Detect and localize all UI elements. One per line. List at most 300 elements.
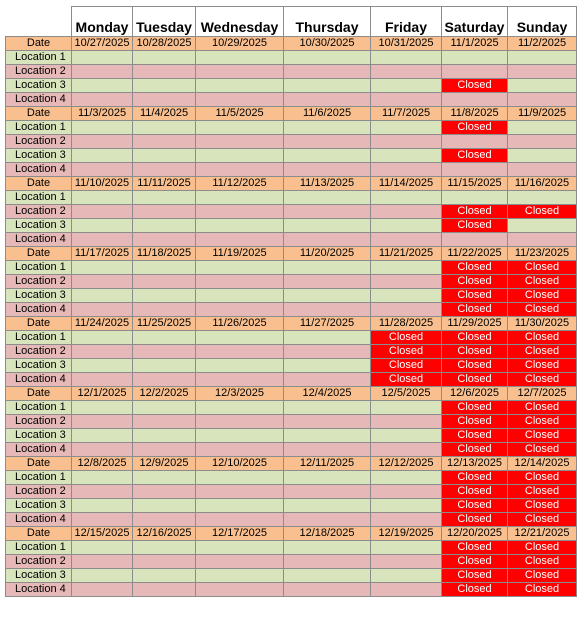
schedule-cell (72, 205, 133, 219)
schedule-cell (371, 513, 442, 527)
location-label-cell: Location 1 (6, 121, 72, 135)
schedule-cell (508, 93, 577, 107)
closed-cell: Closed (442, 219, 508, 233)
schedule-cell (284, 135, 371, 149)
schedule-cell (133, 51, 196, 65)
schedule-cell (133, 121, 196, 135)
schedule-cell (72, 51, 133, 65)
date-row (6, 457, 577, 471)
schedule-cell (284, 205, 371, 219)
date-cell: 10/31/2025 (371, 37, 442, 51)
date-cell: 12/16/2025 (133, 527, 196, 541)
schedule-cell (72, 373, 133, 387)
schedule-cell (196, 275, 284, 289)
schedule-cell (284, 513, 371, 527)
date-cell: 11/5/2025 (196, 107, 284, 121)
location-row (6, 79, 577, 93)
location-label-cell: Location 2 (6, 485, 72, 499)
schedule-cell (371, 205, 442, 219)
schedule-cell (196, 261, 284, 275)
schedule-cell (371, 191, 442, 205)
schedule-cell (72, 499, 133, 513)
schedule-cell (133, 149, 196, 163)
date-cell: 12/3/2025 (196, 387, 284, 401)
location-label-cell: Location 1 (6, 401, 72, 415)
closed-cell: Closed (508, 555, 577, 569)
date-cell: 12/4/2025 (284, 387, 371, 401)
schedule-cell (72, 541, 133, 555)
schedule-cell (133, 541, 196, 555)
closed-cell: Closed (442, 205, 508, 219)
location-label-cell: Location 3 (6, 79, 72, 93)
date-cell: 12/20/2025 (442, 527, 508, 541)
date-cell: 10/28/2025 (133, 37, 196, 51)
location-row (6, 359, 577, 373)
schedule-cell (371, 149, 442, 163)
schedule-cell (371, 233, 442, 247)
closed-cell: Closed (442, 583, 508, 597)
schedule-cell (196, 205, 284, 219)
schedule-cell (284, 471, 371, 485)
closed-cell: Closed (442, 541, 508, 555)
schedule-cell (284, 233, 371, 247)
schedule-cell (133, 373, 196, 387)
date-cell: 11/30/2025 (508, 317, 577, 331)
closed-cell: Closed (508, 499, 577, 513)
schedule-cell (284, 149, 371, 163)
schedule-cell (133, 275, 196, 289)
date-cell: 11/29/2025 (442, 317, 508, 331)
schedule-cell (508, 79, 577, 93)
schedule-cell (196, 191, 284, 205)
closed-cell: Closed (371, 345, 442, 359)
schedule-cell (72, 331, 133, 345)
location-row (6, 415, 577, 429)
schedule-cell (508, 65, 577, 79)
date-cell: 11/10/2025 (72, 177, 133, 191)
day-header-wednesday: Wednesday (196, 7, 284, 37)
schedule-cell (133, 79, 196, 93)
schedule-cell (284, 569, 371, 583)
schedule-cell (284, 163, 371, 177)
schedule-body (6, 37, 577, 597)
schedule-cell (284, 499, 371, 513)
location-label-cell: Location 4 (6, 93, 72, 107)
schedule-cell (371, 93, 442, 107)
schedule-cell (508, 135, 577, 149)
location-row (6, 513, 577, 527)
schedule-cell (371, 51, 442, 65)
date-label-cell: Date (6, 527, 72, 541)
date-row (6, 387, 577, 401)
date-label-cell: Date (6, 317, 72, 331)
closed-cell: Closed (508, 289, 577, 303)
schedule-cell (196, 555, 284, 569)
location-label-cell: Location 1 (6, 331, 72, 345)
date-cell: 12/10/2025 (196, 457, 284, 471)
location-label-cell: Location 3 (6, 569, 72, 583)
closed-cell: Closed (442, 303, 508, 317)
schedule-cell (371, 163, 442, 177)
schedule-cell (284, 275, 371, 289)
closed-cell: Closed (508, 401, 577, 415)
date-cell: 12/15/2025 (72, 527, 133, 541)
date-cell: 11/25/2025 (133, 317, 196, 331)
closed-cell: Closed (442, 121, 508, 135)
schedule-cell (284, 443, 371, 457)
closed-cell: Closed (508, 541, 577, 555)
date-cell: 10/30/2025 (284, 37, 371, 51)
date-cell: 12/8/2025 (72, 457, 133, 471)
schedule-cell (72, 583, 133, 597)
schedule-cell (196, 121, 284, 135)
closed-cell: Closed (442, 513, 508, 527)
schedule-cell (284, 191, 371, 205)
date-cell: 12/2/2025 (133, 387, 196, 401)
date-row (6, 247, 577, 261)
schedule-cell (508, 219, 577, 233)
date-cell: 11/19/2025 (196, 247, 284, 261)
schedule-cell (133, 359, 196, 373)
date-row (6, 107, 577, 121)
location-label-cell: Location 1 (6, 471, 72, 485)
date-label-cell: Date (6, 247, 72, 261)
schedule-cell (284, 121, 371, 135)
location-row (6, 51, 577, 65)
date-cell: 11/11/2025 (133, 177, 196, 191)
date-cell: 11/2/2025 (508, 37, 577, 51)
location-label-cell: Location 1 (6, 51, 72, 65)
schedule-cell (72, 219, 133, 233)
schedule-cell (196, 331, 284, 345)
date-row (6, 177, 577, 191)
date-cell: 11/21/2025 (371, 247, 442, 261)
schedule-cell (508, 163, 577, 177)
date-cell: 11/13/2025 (284, 177, 371, 191)
schedule-cell (133, 135, 196, 149)
location-label-cell: Location 2 (6, 135, 72, 149)
date-cell: 11/9/2025 (508, 107, 577, 121)
schedule-cell (371, 275, 442, 289)
schedule-cell (133, 331, 196, 345)
schedule-cell (72, 289, 133, 303)
schedule-cell (72, 485, 133, 499)
schedule-cell (284, 429, 371, 443)
schedule-cell (133, 443, 196, 457)
closed-cell: Closed (442, 275, 508, 289)
date-cell: 11/26/2025 (196, 317, 284, 331)
location-row (6, 401, 577, 415)
closed-cell: Closed (371, 359, 442, 373)
location-row (6, 331, 577, 345)
schedule-cell (196, 373, 284, 387)
schedule-cell (196, 303, 284, 317)
schedule-cell (133, 303, 196, 317)
date-cell: 12/17/2025 (196, 527, 284, 541)
location-row (6, 443, 577, 457)
schedule-cell (72, 569, 133, 583)
schedule-cell (196, 541, 284, 555)
schedule-cell (72, 555, 133, 569)
schedule-cell (196, 513, 284, 527)
date-cell: 10/29/2025 (196, 37, 284, 51)
day-header-monday: Monday (72, 7, 133, 37)
closed-cell: Closed (442, 415, 508, 429)
schedule-cell (371, 303, 442, 317)
schedule-cell (508, 149, 577, 163)
schedule-cell (196, 65, 284, 79)
closed-cell: Closed (508, 359, 577, 373)
date-cell: 11/1/2025 (442, 37, 508, 51)
schedule-cell (133, 513, 196, 527)
location-row (6, 149, 577, 163)
schedule-cell (72, 429, 133, 443)
closed-cell: Closed (508, 205, 577, 219)
location-label-cell: Location 4 (6, 513, 72, 527)
schedule-cell (72, 443, 133, 457)
day-header-friday: Friday (371, 7, 442, 37)
schedule-cell (133, 429, 196, 443)
schedule-cell (133, 261, 196, 275)
closed-cell: Closed (508, 569, 577, 583)
schedule-cell (284, 415, 371, 429)
schedule-cell (442, 51, 508, 65)
schedule-cell (371, 79, 442, 93)
closed-cell: Closed (508, 275, 577, 289)
location-label-cell: Location 2 (6, 555, 72, 569)
location-row (6, 429, 577, 443)
schedule-cell (284, 79, 371, 93)
location-row (6, 233, 577, 247)
schedule-cell (133, 191, 196, 205)
corner-cell (6, 7, 72, 37)
date-cell: 12/7/2025 (508, 387, 577, 401)
date-row (6, 527, 577, 541)
closed-cell: Closed (442, 471, 508, 485)
schedule-cell (371, 499, 442, 513)
date-label-cell: Date (6, 177, 72, 191)
date-label-cell: Date (6, 457, 72, 471)
date-cell: 11/8/2025 (442, 107, 508, 121)
date-cell: 12/11/2025 (284, 457, 371, 471)
schedule-cell (371, 429, 442, 443)
schedule-cell (442, 163, 508, 177)
schedule-cell (72, 233, 133, 247)
location-label-cell: Location 1 (6, 541, 72, 555)
schedule-cell (284, 219, 371, 233)
date-cell: 12/13/2025 (442, 457, 508, 471)
location-row (6, 65, 577, 79)
schedule-cell (371, 443, 442, 457)
date-cell: 11/18/2025 (133, 247, 196, 261)
schedule-cell (284, 541, 371, 555)
closed-cell: Closed (442, 555, 508, 569)
date-cell: 12/21/2025 (508, 527, 577, 541)
schedule-cell (72, 65, 133, 79)
schedule-cell (196, 51, 284, 65)
schedule-cell (442, 191, 508, 205)
location-label-cell: Location 1 (6, 191, 72, 205)
closed-cell: Closed (442, 289, 508, 303)
schedule-cell (133, 401, 196, 415)
location-row (6, 135, 577, 149)
schedule-cell (72, 121, 133, 135)
location-row (6, 289, 577, 303)
schedule-cell (371, 289, 442, 303)
schedule-cell (284, 359, 371, 373)
location-row (6, 303, 577, 317)
closed-cell: Closed (508, 513, 577, 527)
schedule-cell (133, 485, 196, 499)
location-label-cell: Location 4 (6, 303, 72, 317)
schedule-cell (133, 205, 196, 219)
schedule-cell (284, 373, 371, 387)
schedule-cell (133, 163, 196, 177)
closed-cell: Closed (442, 569, 508, 583)
schedule-cell (508, 191, 577, 205)
schedule-cell (72, 303, 133, 317)
schedule-cell (72, 163, 133, 177)
location-row (6, 471, 577, 485)
location-label-cell: Location 3 (6, 429, 72, 443)
schedule-cell (196, 583, 284, 597)
schedule-cell (371, 569, 442, 583)
schedule-cell (196, 429, 284, 443)
location-label-cell: Location 3 (6, 219, 72, 233)
location-row (6, 373, 577, 387)
schedule-cell (72, 513, 133, 527)
location-row (6, 541, 577, 555)
schedule-cell (72, 275, 133, 289)
schedule-cell (72, 93, 133, 107)
schedule-cell (508, 51, 577, 65)
date-cell: 12/14/2025 (508, 457, 577, 471)
closed-cell: Closed (371, 373, 442, 387)
date-cell: 10/27/2025 (72, 37, 133, 51)
day-header-saturday: Saturday (442, 7, 508, 37)
schedule-cell (442, 135, 508, 149)
location-row (6, 555, 577, 569)
date-cell: 11/14/2025 (371, 177, 442, 191)
schedule-cell (133, 415, 196, 429)
location-row (6, 345, 577, 359)
schedule-cell (371, 415, 442, 429)
closed-cell: Closed (371, 331, 442, 345)
closed-cell: Closed (442, 373, 508, 387)
schedule-cell (196, 359, 284, 373)
location-row (6, 499, 577, 513)
schedule-cell (133, 555, 196, 569)
date-cell: 11/17/2025 (72, 247, 133, 261)
closed-cell: Closed (508, 443, 577, 457)
date-cell: 12/19/2025 (371, 527, 442, 541)
location-label-cell: Location 1 (6, 261, 72, 275)
closed-cell: Closed (442, 149, 508, 163)
schedule-cell (284, 303, 371, 317)
location-row (6, 163, 577, 177)
schedule-cell (72, 359, 133, 373)
schedule-cell (371, 135, 442, 149)
date-cell: 11/4/2025 (133, 107, 196, 121)
location-row (6, 191, 577, 205)
schedule-cell (133, 345, 196, 359)
schedule-cell (284, 345, 371, 359)
schedule-cell (442, 65, 508, 79)
schedule-cell (72, 79, 133, 93)
location-label-cell: Location 2 (6, 415, 72, 429)
closed-cell: Closed (442, 499, 508, 513)
schedule-cell (72, 401, 133, 415)
closed-cell: Closed (508, 373, 577, 387)
location-label-cell: Location 4 (6, 583, 72, 597)
schedule-cell (133, 93, 196, 107)
date-label-cell: Date (6, 387, 72, 401)
schedule-cell (133, 471, 196, 485)
schedule-cell (284, 485, 371, 499)
schedule-cell (196, 93, 284, 107)
closed-cell: Closed (442, 79, 508, 93)
schedule-cell (196, 499, 284, 513)
schedule-cell (133, 219, 196, 233)
schedule-cell (371, 261, 442, 275)
location-label-cell: Location 2 (6, 275, 72, 289)
location-label-cell: Location 4 (6, 373, 72, 387)
schedule-cell (72, 261, 133, 275)
schedule-cell (72, 191, 133, 205)
schedule-cell (442, 93, 508, 107)
location-row (6, 569, 577, 583)
schedule-cell (508, 233, 577, 247)
date-cell: 12/9/2025 (133, 457, 196, 471)
schedule-cell (72, 135, 133, 149)
schedule-cell (371, 471, 442, 485)
schedule-cell (133, 499, 196, 513)
schedule-cell (284, 583, 371, 597)
schedule-cell (284, 331, 371, 345)
schedule-cell (196, 415, 284, 429)
schedule-cell (72, 149, 133, 163)
location-row (6, 261, 577, 275)
schedule-cell (371, 555, 442, 569)
location-label-cell: Location 2 (6, 65, 72, 79)
schedule-cell (196, 485, 284, 499)
schedule-cell (284, 65, 371, 79)
schedule-cell (133, 233, 196, 247)
closed-cell: Closed (442, 359, 508, 373)
schedule-cell (196, 149, 284, 163)
location-row (6, 93, 577, 107)
closed-cell: Closed (508, 331, 577, 345)
closed-cell: Closed (508, 303, 577, 317)
schedule-cell (284, 51, 371, 65)
date-cell: 12/18/2025 (284, 527, 371, 541)
closed-cell: Closed (508, 485, 577, 499)
date-cell: 11/12/2025 (196, 177, 284, 191)
schedule-cell (133, 583, 196, 597)
location-row (6, 275, 577, 289)
location-label-cell: Location 3 (6, 499, 72, 513)
schedule-cell (196, 135, 284, 149)
date-row (6, 317, 577, 331)
schedule-cell (284, 555, 371, 569)
schedule-cell (371, 583, 442, 597)
date-cell: 11/16/2025 (508, 177, 577, 191)
closed-cell: Closed (442, 331, 508, 345)
schedule-cell (196, 443, 284, 457)
date-cell: 11/15/2025 (442, 177, 508, 191)
day-header-sunday: Sunday (508, 7, 577, 37)
closed-cell: Closed (442, 485, 508, 499)
